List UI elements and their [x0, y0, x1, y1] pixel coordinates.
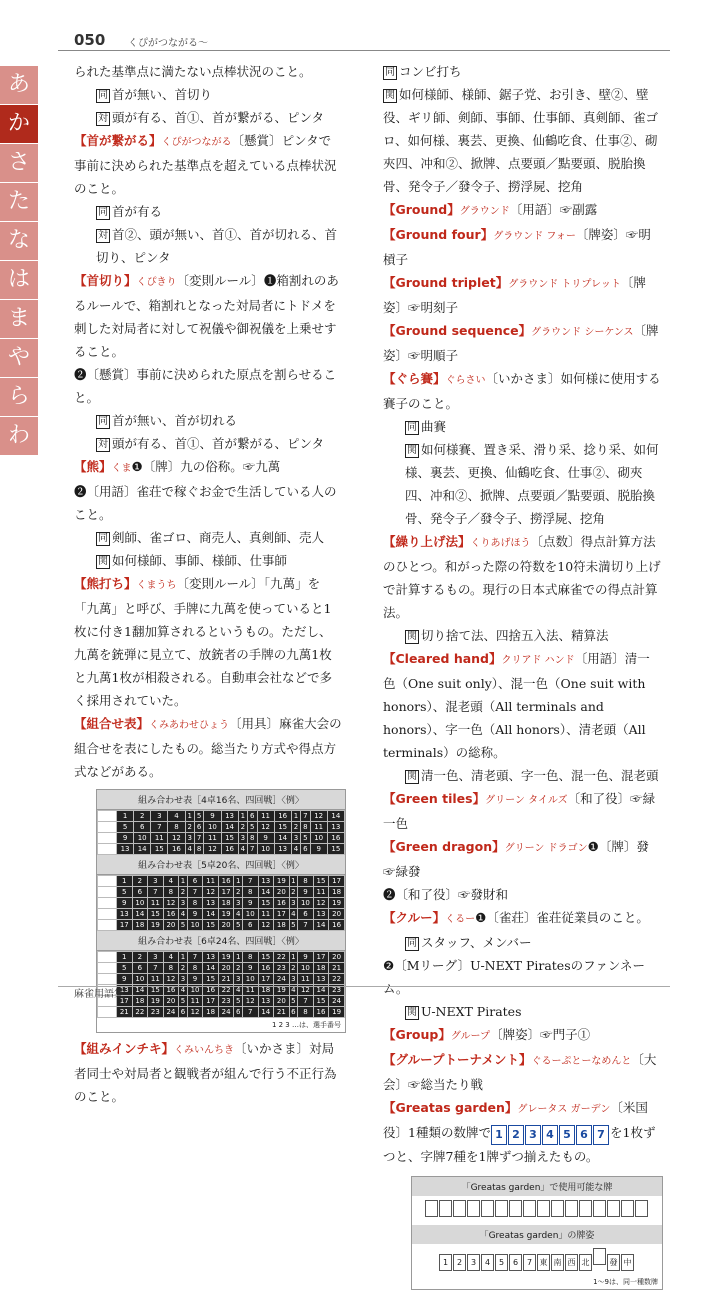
tile: 3 [525, 1125, 541, 1145]
headword: 【繰り上げ法】 [383, 534, 471, 549]
table-note: 1 2 3 …は、選手番号 [271, 1021, 341, 1029]
tile: 3 [467, 1254, 480, 1271]
headword: 【Greatas garden】 [383, 1100, 518, 1115]
tile: 北 [579, 1254, 592, 1271]
reading: ぐらさい [445, 375, 486, 386]
synonym-list: 剣師、雀ゴロ、商売人、真剣師、売人 [112, 530, 325, 545]
synonym-list: 首が有る [112, 204, 163, 219]
definition: 〔用語〕☞副露 [509, 202, 598, 217]
tab-na[interactable]: な [0, 222, 38, 261]
related-label: 関 [407, 1007, 417, 1018]
headword: 【Group】 [383, 1027, 451, 1042]
related-list: 切り捨て法、四捨五入法、精算法 [421, 628, 609, 643]
synonym-label: 同 [98, 90, 108, 101]
synonym-label: 同 [407, 938, 417, 949]
definition-2: を1枚ずつと、字牌7種を1牌ずつ揃えたもの。 [383, 1125, 656, 1164]
headword: 【Cleared hand】 [383, 651, 502, 666]
entry-greatas-garden: 【Greatas garden】グレータス ガーデン〔米国役〕1種類の数牌で 1 2 3 4 5 6 7 を1枚ずつと、字牌7種を1牌ずつ揃えたもの。 [383, 1100, 656, 1164]
definition: 〔牌姿〕☞明順子 [383, 323, 659, 363]
synonym-label: 同 [407, 422, 417, 433]
entry-group [383, 1023, 661, 1048]
figure-caption: 「Greatas garden」で使用可能な牌 [412, 1177, 662, 1196]
definition-2: ❷〔懸賞〕事前に決められた原点を割らせること。 [74, 367, 337, 405]
reading: グリーン ドラゴン [504, 843, 588, 854]
related-label: 関 [407, 771, 417, 782]
definition: 〔牌姿〕☞明槓子 [383, 227, 651, 267]
tile: 1 [439, 1254, 452, 1271]
definition: 如何様に使用する賽子のこと。 [383, 371, 661, 411]
related-list: U-NEXT Pirates [421, 1004, 522, 1019]
index-tabs [0, 66, 38, 456]
definition: ❶箱割れのあるルールで、箱割れとなった対局者にトドメを刺した対局者に対して祝儀や御祝儀を上乗せすること。 [74, 273, 339, 359]
table-caption: 組み合わせ表［4卓16名、四回戦］〈例〉 [97, 790, 345, 810]
table-caption: 組み合わせ表［6卓24名、四回戦］〈例〉 [97, 931, 345, 951]
definition: 〔牌姿〕☞明刻子 [383, 275, 646, 315]
tile [607, 1200, 620, 1217]
related-label: 関 [98, 556, 108, 567]
headword: 【熊打ち】 [74, 576, 137, 591]
synonym-list: コンビ打ち [399, 64, 462, 79]
entry-ground-triplet [383, 271, 661, 319]
tile: 4 [481, 1254, 494, 1271]
definition-2: ❷〔和了役〕☞發財和 [383, 887, 509, 902]
usable-tiles-row [412, 1196, 662, 1225]
tile [523, 1200, 536, 1217]
synonym-list: スタッフ、メンバー [421, 935, 532, 950]
synonym-label: 同 [98, 533, 108, 544]
entry-kumiawase-hyou: 【組合せ表】くみあわせひょう〔用具〕麻雀大会の組合せを表にしたもの。総当たり方式や得点方式などがある。 [74, 716, 342, 779]
synonym-label: 同 [98, 207, 108, 218]
related-list: 如何様師、様師、鋸子党、お引き、壁②、壁役、ギリ師、剣師、事師、仕事師、真剣師、雀ゴロ、如何様、裏芸、更換、仙鶴吃食、仕事②、砌夾四、冲和②、掀牌、点要頭／點要頭、脱胎換骨、発令子／發令子、撈浮屍、挖角 [383, 87, 659, 194]
reading: くるー [445, 914, 476, 925]
definition: 〔和了役〕☞緑一色 [383, 791, 656, 831]
entry-text: られた基準点に満たない点棒状況のこと。 [74, 64, 312, 79]
reading: くみあわせひょう [149, 720, 230, 731]
tile [467, 1200, 480, 1217]
tile: 5 [495, 1254, 508, 1271]
headword: 【Ground】 [383, 202, 460, 217]
antonym-label: 対 [98, 113, 108, 124]
headword: 【組合せ表】 [74, 716, 150, 731]
tile: 7 [523, 1254, 536, 1271]
headword: 【組みインチキ】 [74, 1041, 175, 1056]
entry-gura-sai: 【ぐら賽】ぐらさい〔いかさま〕如何様に使用する賽子のこと。 [383, 371, 661, 411]
tab-wa[interactable]: わ [0, 417, 38, 456]
category-tag: 変則ルール [189, 273, 252, 288]
tile: 5 [559, 1125, 575, 1145]
tile [565, 1200, 578, 1217]
tile: 西 [565, 1254, 578, 1271]
related-label: 関 [385, 90, 395, 101]
entry-green-dragon [383, 835, 661, 883]
tab-sa[interactable]: さ [0, 144, 38, 183]
tile: 中 [621, 1254, 634, 1271]
headword: 【Green dragon】 [383, 839, 505, 854]
definition: ❶〔雀荘〕雀荘従業員のこと。 [475, 910, 649, 925]
tile: 2 [508, 1125, 524, 1145]
headword: 【クルー】 [383, 910, 446, 925]
headword: 【Ground sequence】 [383, 323, 532, 338]
tile [579, 1200, 592, 1217]
headword: 【Ground four】 [383, 227, 494, 242]
reading: くりあげほう [470, 538, 531, 549]
tab-ha[interactable]: は [0, 261, 38, 300]
left-column [74, 60, 342, 1108]
tile [635, 1200, 648, 1217]
category-tag: 変則ルール [189, 576, 252, 591]
entry-green-tiles [383, 787, 661, 835]
tile: 6 [576, 1125, 592, 1145]
tile [439, 1200, 452, 1217]
right-column [383, 60, 661, 1290]
reading: くぴきり [136, 277, 177, 288]
entry-cleared-hand: 【Cleared hand】クリアド ハンド〔用語〕清一色（One suit only）、混一色（One suit with honors）、混老頭（All terminals and honors）、字一色（All honors）、清老頭（All terminals）の総称。 [383, 651, 650, 760]
pairing-table-4: 組み合わせ表［4卓16名、四回戦］〈例〉 1 2 3 4 1 5 9 13 1 6 11 16 1 7 12 14 5 6 7 8 2 6 10 14 2 5 12 15 2 8 11 13 9 10 11 12 3 7 11 15 3 8 9 14 3 5 10 16 13 14 15 16 4 8 12 16 4 7 10 13 4 6 9 15 組み合わせ表［5卓20名、四回戦］〈例〉 1 2 3 4 1 6 11 16 1 7 13 19 1 8 15 17 5 6 7 8 2 7 12 17 2 8 14 20 2 9 11 18 9 10 11 12 3 8 13 18 3 9 15 16 3 10 12 19 13 14 15 16 4 9 14 19 4 10 11 17 4 6 13 20 17 18 19 20 5 10 15 20 5 6 12 18 5 7 14 16 組み合わせ表［6卓24名、四回戦］〈例〉 1 2 3 4 1 7 13 19 1 8 15 22 1 9 17 20 5 6 7 8 2 8 14 20 2 9 16 23 2 10 18 21 9 10 11 12 3 9 15 21 3 10 17 24 3 11 13 22 13 14 15 16 4 10 16 22 4 11 18 19 4 12 14 23 17 18 19 20 5 11 17 23 5 12 13 20 5 7 15 24 21 22 23 24 6 12 18 24 6 7 14 21 6 8 16 19 1 2 3 …は、選手番号 [96, 789, 346, 1033]
antonym-label: 対 [98, 230, 108, 241]
synonym-list: 曲賽 [421, 419, 447, 434]
tile: 發 [607, 1254, 620, 1271]
reading: グラウンド トリプレット [508, 279, 621, 290]
definition: ❶〔牌〕九の俗称。☞九萬 [131, 459, 281, 474]
definition: 「九萬」を「九萬」と呼び、手牌に九萬を使っていると1枚に付き1翻加算されるというもの。ただし、九萬を銃弾に見立て、放銃者の手牌の九萬1枚と九萬1枚が相殺される。自動車会社などで多く採用されていた。 [74, 576, 332, 708]
tile [621, 1200, 634, 1217]
category-tag: 用語 [587, 651, 613, 666]
category-tag: 点数 [543, 534, 569, 549]
category-tag: いかさま [246, 1041, 297, 1056]
tile [481, 1200, 494, 1217]
synonym-label: 同 [98, 416, 108, 427]
tab-ra[interactable]: ら [0, 378, 38, 417]
number-tiles [491, 1122, 610, 1145]
entry-kumi-inchiki: 【組みインチキ】くみいんちき〔いかさま〕対局者同士や対局者と観戦者が組んで行う不正行為のこと。 [74, 1041, 337, 1104]
definition: 1種類の数牌で [408, 1125, 491, 1140]
reading: くま [111, 463, 132, 474]
headword: 【Ground triplet】 [383, 275, 509, 290]
entry-kubikiri: 【首切り】くぴきり〔変則ルール〕❶箱割れのあるルールで、箱割れとなった対局者にトドメを刺した対局者に対して祝儀や御祝儀を上乗せすること。 [74, 273, 339, 359]
running-head: くぴがつながる〜 [128, 38, 208, 49]
headword: 【Green tiles】 [383, 791, 486, 806]
reading: グラウンド フォー [493, 231, 576, 242]
antonym-list: 頭が有る、首①、首が繋がる、ピンタ [112, 436, 325, 451]
tab-ta[interactable]: た [0, 183, 38, 222]
definition: ピンタで事前に決められた基準点を超えている点棒状況のこと。 [74, 133, 337, 196]
related-label: 関 [407, 445, 417, 456]
headword: 【ぐら賽】 [383, 371, 446, 386]
book-title: 麻雀用語集 [74, 989, 124, 1000]
definition: 得点計算方法のひとつ。和がった際の符数を10符未満切り上げで計算するもの。現行の日本式麻雀での得点計算法。 [383, 534, 661, 620]
page-header [58, 30, 670, 51]
category-tag: 用具 [241, 716, 267, 731]
page-footer [58, 986, 670, 1000]
entry-ground-four [383, 223, 661, 271]
reading: グラウンド シーケンス [531, 327, 634, 338]
headword: 【グループトーナメント】 [383, 1052, 532, 1067]
tile [551, 1200, 564, 1217]
antonym-list: 首②、頭が無い、首①、首が切れる、首切り、ピンタ [96, 227, 338, 265]
definition: 〔牌姿〕☞門子① [490, 1027, 591, 1042]
headword: 【首が繋がる】 [74, 133, 162, 148]
entry-kuma [74, 455, 342, 480]
tile: 東 [537, 1254, 550, 1271]
tab-ka[interactable]: か [0, 105, 38, 144]
headword: 【首切り】 [74, 273, 137, 288]
reading: グラウンド [459, 206, 510, 217]
tile: 南 [551, 1254, 564, 1271]
reading: くまうち [136, 580, 177, 591]
entry-kuriage-hou: 【繰り上げ法】くりあげほう〔点数〕得点計算方法のひとつ。和がった際の符数を10符未満切り上げで計算するもの。現行の日本式麻雀での得点計算法。 [383, 534, 661, 620]
tile: 1 [491, 1125, 507, 1145]
definition: ❶〔牌〕發☞緑發 [383, 839, 649, 879]
category-tag: 懸賞 [244, 133, 270, 148]
tile [509, 1200, 522, 1217]
reading: ぐるーぷとーなめんと [531, 1056, 632, 1067]
reading: くみいんちき [174, 1045, 235, 1056]
definition-2: ❷〔Mリーグ〕U-NEXT Piratesのファンネーム。 [383, 958, 645, 996]
reading: クリアド ハンド [501, 655, 575, 666]
related-list: 如何様師、事師、様師、仕事師 [112, 553, 288, 568]
entry-kubi-ga-tsunagaru: 【首が繋がる】くぴがつながる〔懸賞〕ピンタで事前に決められた基準点を超えている点棒状況のこと。 [74, 133, 337, 196]
definition-2: ❷〔用語〕雀荘で稼ぐお金で生活している人のこと。 [74, 484, 337, 522]
entry-kumauchi: 【熊打ち】くまうち〔変則ルール〕「九萬」を「九萬」と呼び、手牌に九萬を使っていると1枚に付き1翻加算されるというもの。ただし、九萬を銃弾に見立て、放銃者の手牌の九萬1枚と九萬1枚が相殺される。自動車会社などで多く採用されていた。 [74, 576, 332, 708]
tab-a[interactable]: あ [0, 66, 38, 105]
tab-ma[interactable]: ま [0, 300, 38, 339]
reading: グリーン タイルズ [485, 795, 568, 806]
tile: 7 [593, 1125, 609, 1145]
tile [425, 1200, 438, 1217]
related-list: 清一色、清老頭、字一色、混一色、混老頭 [421, 768, 659, 783]
entry-ground-sequence [383, 319, 661, 367]
reading: グレータス ガーデン [517, 1104, 611, 1115]
reading: グループ [450, 1031, 491, 1042]
related-label: 関 [407, 631, 417, 642]
tile-figure [411, 1176, 663, 1290]
definition: 〔大会〕☞総当たり戦 [383, 1052, 657, 1092]
antonym-label: 対 [98, 439, 108, 450]
tile [537, 1200, 550, 1217]
entry-ground [383, 198, 661, 223]
entry-group-tournament [383, 1048, 661, 1096]
table-caption: 組み合わせ表［5卓20名、四回戦］〈例〉 [97, 855, 345, 875]
entry-crew [383, 906, 661, 931]
reading: くぴがつながる [161, 137, 232, 148]
tile [593, 1200, 606, 1217]
synonym-label: 同 [385, 67, 395, 78]
figure-caption: 「Greatas garden」の牌姿 [412, 1225, 662, 1244]
tile [495, 1200, 508, 1217]
tile: 6 [509, 1254, 522, 1271]
tile: 2 [453, 1254, 466, 1271]
category-tag: いかさま [498, 371, 549, 386]
category-tag: 米国役 [383, 1100, 648, 1140]
tab-ya[interactable]: や [0, 339, 38, 378]
definition: 麻雀大会の組合せを表にしたもの。総当たり方式や得点方式などがある。 [74, 716, 342, 779]
tile [593, 1248, 606, 1265]
tile [453, 1200, 466, 1217]
definition: 対局者同士や対局者と観戦者が組んで行う不正行為のこと。 [74, 1041, 337, 1104]
hand-tiles-row [412, 1244, 662, 1275]
tile: 4 [542, 1125, 558, 1145]
related-list: 如何様賽、置き采、滑り采、捻り采、如何様、裏芸、更換、仙鶴吃食、仕事②、砌夾四、冲和②、掀牌、点要頭／點要頭、脱胎換骨、発令子／發令子、撈浮屍、挖角 [405, 442, 659, 526]
synonym-list: 首が無い、首が切れる [112, 413, 238, 428]
antonym-list: 頭が有る、首①、首が繋がる、ピンタ [112, 110, 325, 125]
headword: 【熊】 [74, 459, 112, 474]
definition: 清一色（One suit only）、混一色（One suit with honors）、混老頭（All terminals and honors）、字一色（All honors）、清老頭（All terminals）の総称。 [383, 651, 650, 760]
page-number: 050 [74, 31, 106, 49]
synonym-list: 首が無い、首切り [112, 87, 213, 102]
figure-note: 1〜9は、同一種数牌 [593, 1278, 658, 1286]
